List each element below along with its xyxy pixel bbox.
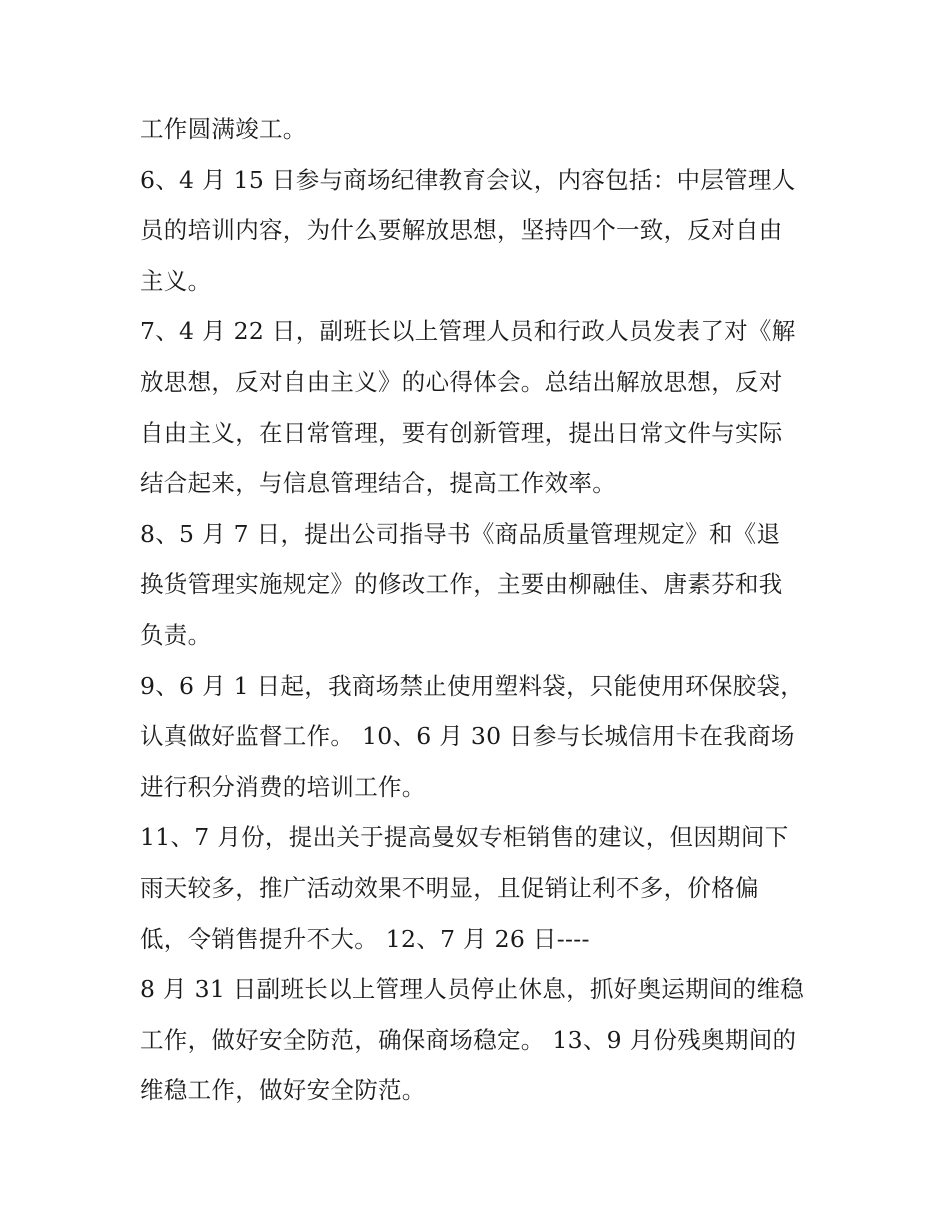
text-line: 8、5 月 7 日，提出公司指导书《商品质量管理规定》和《退	[140, 519, 781, 548]
text-line: 8 月 31 日副班长以上管理人员停止休息，抓好奥运期间的维稳	[140, 975, 805, 1004]
text-line: 工作圆满竣工。	[140, 115, 307, 143]
text-line: 员的培训内容，为什么要解放思想，坚持四个一致，反对自由	[140, 216, 783, 245]
text-line: 6、4 月 15 日参与商场纪律教育会议，内容包括：中层管理人	[140, 165, 796, 194]
text-line: 放思想，反对自由主义》的心得体会。总结出解放思想，反对	[140, 367, 783, 396]
text-line: 维稳工作，做好安全防范。	[140, 1076, 426, 1105]
text-line: 低，令销售提升不大。 12、7 月 26 日----	[140, 924, 590, 953]
document-body	[140, 104, 820, 1116]
text-line: 11、7 月份，提出关于提高曼奴专柜销售的建议，但因期间下	[140, 823, 789, 852]
text-line: 9、6 月 1 日起，我商场禁止使用塑料袋，只能使用环保胶袋，	[140, 671, 805, 700]
text-line: 自由主义，在日常管理，要有创新管理，提出日常文件与实际	[140, 418, 783, 447]
text-line: 主义。	[140, 266, 212, 295]
text-line: 7、4 月 22 日，副班长以上管理人员和行政人员发表了对《解	[140, 317, 796, 346]
text-line: 进行积分消费的培训工作。	[140, 772, 426, 801]
text-line: 工作，做好安全防范，确保商场稳定。 13、9 月份残奥期间的	[140, 1025, 797, 1054]
text-line: 负责。	[140, 620, 212, 649]
text-line: 换货管理实施规定》的修改工作，主要由柳融佳、唐素芬和我	[140, 570, 783, 599]
text-line: 结合起来，与信息管理结合，提高工作效率。	[140, 469, 616, 498]
text-line: 认真做好监督工作。 10、6 月 30 日参与长城信用卡在我商场	[140, 722, 795, 751]
text-line: 雨天较多，推广活动效果不明显，且促销让利不多，价格偏	[140, 873, 759, 902]
